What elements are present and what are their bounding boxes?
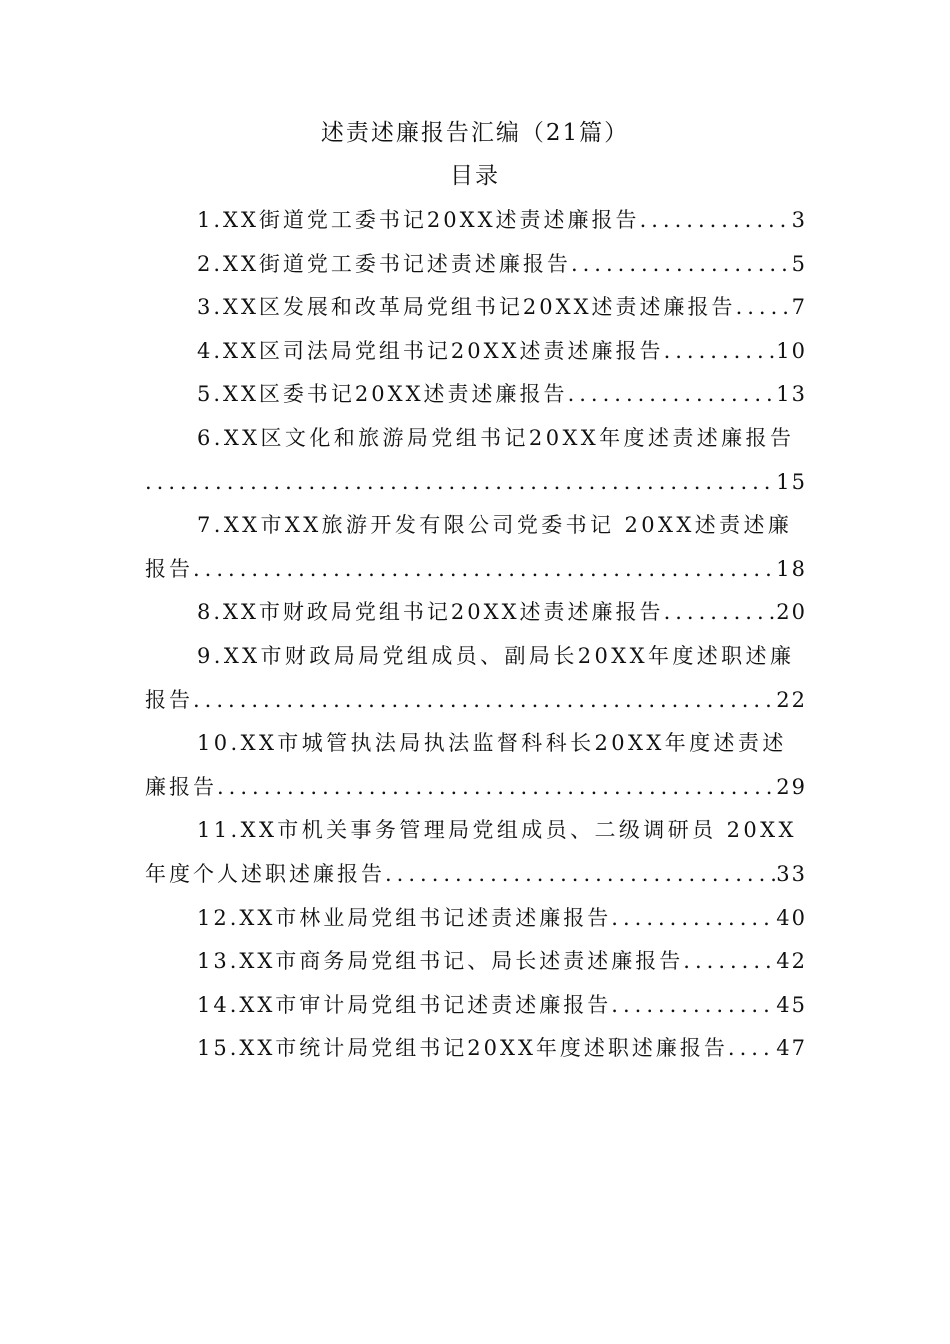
toc-entry-title: 8.XX市财政局党组书记20XX述责述廉报告	[197, 600, 664, 625]
toc-entry-7-continued[interactable]	[145, 551, 807, 595]
toc-entry-title: 12.XX市林业局党组书记述责述廉报告	[197, 905, 612, 930]
toc-entry-6-continued[interactable]	[145, 464, 807, 508]
toc-entry-2[interactable]	[145, 246, 807, 290]
toc-entry-5[interactable]	[145, 376, 807, 420]
toc-entry-page: 3	[791, 208, 807, 232]
toc-entry-3[interactable]	[145, 289, 807, 333]
toc-entry-15[interactable]	[145, 1030, 807, 1074]
toc-entry-7[interactable]	[145, 507, 807, 551]
toc-leader-dots	[568, 376, 777, 412]
toc-entry-title: 14.XX市审计局党组书记述责述廉报告	[197, 992, 612, 1017]
toc-heading: 目录	[450, 163, 500, 189]
toc-entry-title-line1: 9.XX市财政局局党组成员、副局长20XX年度述职述廉	[197, 643, 795, 668]
toc-entry-6[interactable]	[145, 420, 807, 464]
toc-leader-dots	[217, 769, 776, 805]
toc-entry-title-line2: 报告	[145, 687, 193, 712]
toc-entry-page: 40	[776, 905, 807, 930]
toc-entry-page: 22	[776, 687, 807, 712]
toc-entry-4[interactable]	[145, 333, 807, 377]
toc-entry-page: 47	[776, 1036, 807, 1061]
toc-entry-title-line1: 6.XX区文化和旅游局党组书记20XX年度述责述廉报告	[197, 425, 795, 450]
toc-entry-page: 20	[776, 600, 807, 625]
toc-leader-dots	[385, 856, 776, 892]
toc-entry-title: 13.XX市商务局党组书记、局长述责述廉报告	[197, 949, 684, 974]
document-title: 述责述廉报告汇编（21篇）	[320, 120, 630, 146]
toc-leader-dots	[193, 682, 776, 718]
toc-leader-dots	[611, 987, 776, 1023]
toc-entry-title-line2: 廉报告	[145, 774, 217, 799]
toc-entry-title: 4.XX区司法局党组书记20XX述责述廉报告	[197, 338, 664, 363]
table-of-contents	[145, 202, 807, 1074]
toc-entry-page: 10	[776, 338, 807, 363]
toc-leader-dots	[571, 246, 792, 282]
toc-entry-page: 5	[791, 251, 807, 276]
toc-entry-page: 45	[776, 992, 807, 1017]
toc-entry-title: 2.XX街道党工委书记述责述廉报告	[197, 251, 571, 276]
toc-entry-9-continued[interactable]	[145, 682, 807, 726]
toc-entry-page: 33	[776, 861, 807, 886]
toc-entry-11[interactable]	[145, 812, 807, 856]
toc-entry-title: 5.XX区委书记20XX述责述廉报告	[197, 382, 568, 407]
toc-leader-dots	[611, 900, 776, 936]
toc-leader-dots	[664, 333, 777, 369]
toc-entry-9[interactable]	[145, 638, 807, 682]
toc-entry-page: 18	[776, 556, 807, 581]
toc-leader-dots	[683, 943, 776, 979]
toc-entry-title-line2: 年度个人述职述廉报告	[145, 861, 385, 886]
toc-entry-title: 15.XX市统计局党组书记20XX年度述职述廉报告	[197, 1036, 728, 1061]
toc-entry-page: 7	[791, 295, 807, 320]
toc-leader-dots	[736, 289, 792, 325]
toc-leader-dots	[640, 202, 792, 238]
toc-entry-title: 3.XX区发展和改革局党组书记20XX述责述廉报告	[197, 295, 736, 320]
toc-entry-11-continued[interactable]	[145, 856, 807, 900]
toc-entry-12[interactable]	[145, 900, 807, 944]
toc-leader-dots	[193, 551, 776, 587]
toc-entry-10[interactable]	[145, 725, 807, 769]
toc-leader-dots	[145, 464, 776, 500]
toc-entry-title: 1.XX街道党工委书记20XX述责述廉报告	[197, 208, 640, 232]
toc-entry-1[interactable]	[145, 202, 807, 246]
toc-entry-title-line1: 10.XX市城管执法局执法监督科科长20XX年度述责述	[197, 731, 787, 756]
toc-entry-title-line1: 11.XX市机关事务管理局党组成员、二级调研员 20XX	[197, 818, 797, 843]
toc-entry-page: 29	[776, 774, 807, 799]
toc-entry-page: 13	[776, 382, 807, 407]
toc-leader-dots	[728, 1030, 776, 1066]
toc-entry-title-line2: 报告	[145, 556, 193, 581]
toc-entry-14[interactable]	[145, 987, 807, 1031]
toc-entry-page: 15	[776, 469, 807, 494]
toc-leader-dots	[664, 594, 777, 630]
toc-entry-10-continued[interactable]	[145, 769, 807, 813]
toc-entry-8[interactable]	[145, 594, 807, 638]
toc-entry-page: 42	[776, 949, 807, 974]
toc-entry-title-line1: 7.XX市XX旅游开发有限公司党委书记 20XX述责述廉	[197, 513, 793, 538]
toc-entry-13[interactable]	[145, 943, 807, 987]
